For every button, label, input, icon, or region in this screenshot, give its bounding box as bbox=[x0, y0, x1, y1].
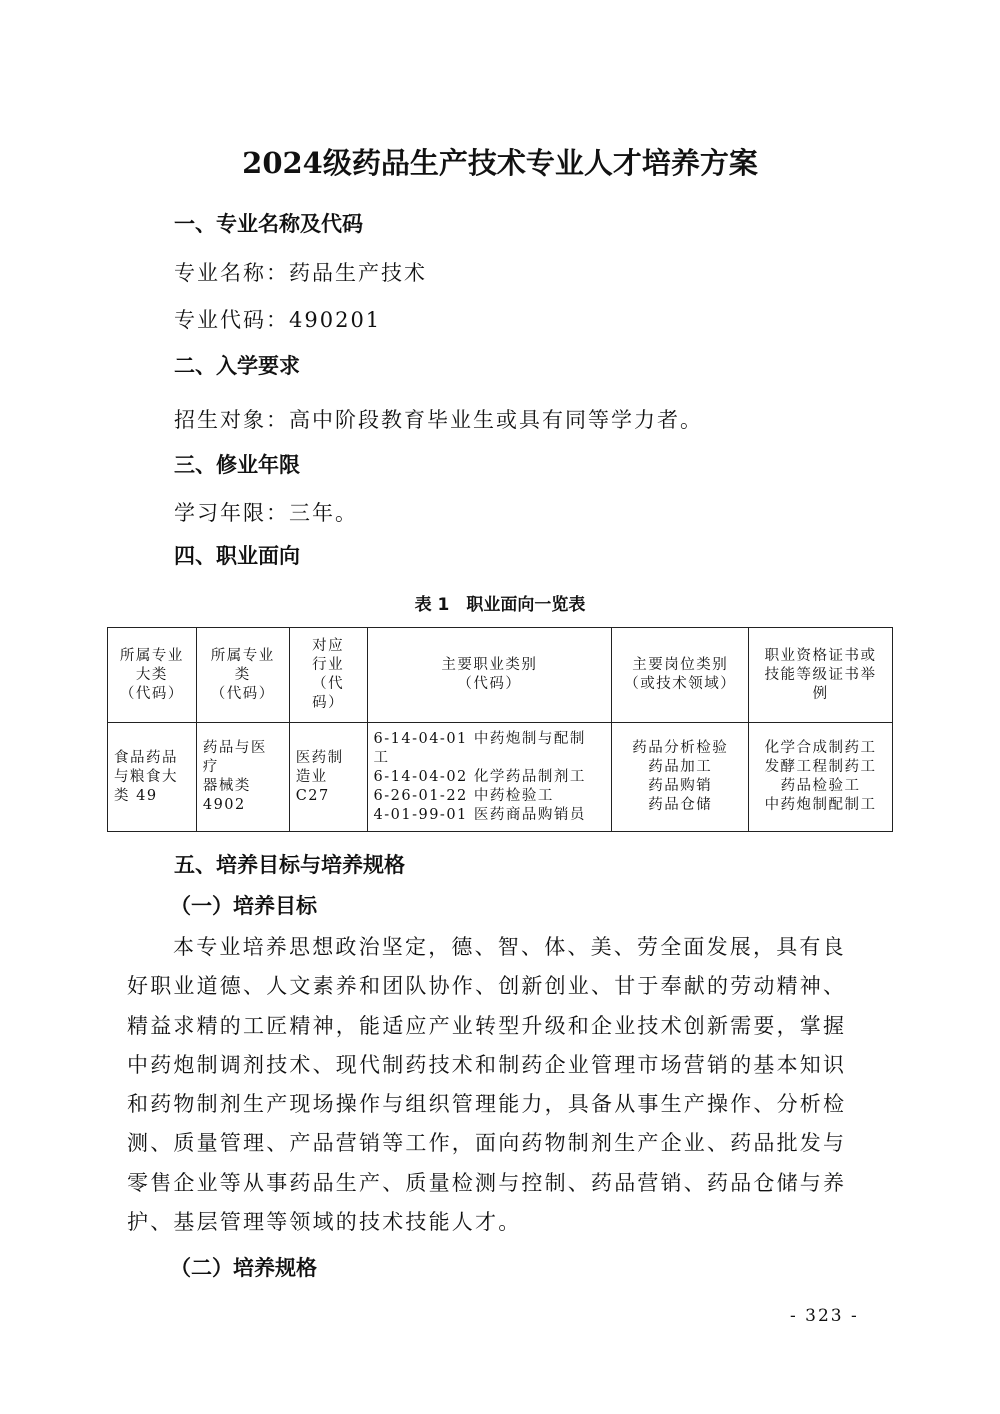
section-heading-admission: 二、入学要求 bbox=[174, 354, 300, 378]
paragraph-line: 中药炮制调剂技术、现代制药技术和制药企业管理市场营销的基本知识 bbox=[127, 1052, 847, 1077]
header-positions: 主要岗位类别 （或技术领域） bbox=[612, 628, 749, 723]
paragraph-line: 本专业培养思想政治坚定，德、智、体、美、劳全面发展，具有良 bbox=[173, 935, 846, 959]
paragraph-line: 护、基层管理等领域的技术技能人才。 bbox=[127, 1210, 522, 1235]
training-goals-paragraph bbox=[127, 928, 877, 1242]
paragraph-line: 零售企业等从事药品生产、质量检测与控制、药品营销、药品仓储与养 bbox=[127, 1170, 847, 1195]
table-header-row bbox=[108, 628, 893, 723]
paragraph-line: 和药物制剂生产现场操作与组织管理能力，具备从事生产操作、分析检 bbox=[127, 1092, 847, 1117]
cell-major-class: 药品与医 疗 器械类 4902 bbox=[196, 723, 289, 832]
paragraph-line: 精益求精的工匠精神，能适应产业转型升级和企业技术创新需要，掌握 bbox=[127, 1013, 847, 1038]
duration-line: 学习年限：三年。 bbox=[174, 501, 358, 525]
section-heading-duration: 三、修业年限 bbox=[174, 453, 300, 477]
cell-industry: 医药制 造业 C27 bbox=[289, 723, 367, 832]
cell-certificates: 化学合成制药工 发酵工程制药工 药品检验工 中药炮制配制工 bbox=[749, 723, 893, 832]
paragraph-line: 好职业道德、人文素养和团队协作、创新创业、甘于奉献的劳动精神、 bbox=[127, 974, 847, 999]
subheading-training-goals: （一）培养目标 bbox=[170, 894, 317, 918]
header-major-category: 所属专业 大类 （代码） bbox=[108, 628, 197, 723]
page-number: - 323 - bbox=[790, 1306, 859, 1326]
career-orientation-table bbox=[107, 627, 893, 832]
table-caption: 表 1 职业面向一览表 bbox=[414, 595, 586, 615]
section-heading-major-name-code: 一、专业名称及代码 bbox=[174, 212, 363, 236]
section-heading-career: 四、职业面向 bbox=[174, 544, 300, 568]
cell-positions: 药品分析检验 药品加工 药品购销 药品仓储 bbox=[612, 723, 749, 832]
paragraph-line: 测、质量管理、产品营销等工作，面向药物制剂生产企业、药品批发与 bbox=[127, 1131, 847, 1156]
header-industry: 对应 行业 （代 码） bbox=[289, 628, 367, 723]
admission-line: 招生对象：高中阶段教育毕业生或具有同等学力者。 bbox=[174, 408, 703, 432]
section-heading-training-goals-specs: 五、培养目标与培养规格 bbox=[174, 853, 405, 877]
table-row bbox=[108, 723, 893, 832]
cell-occupations: 6-14-04-01 中药炮制与配制 工 6-14-04-02 化学药品制剂工 6-26-01-22 中药检验工 4-01-99-01 医药商品购销员 bbox=[367, 723, 612, 832]
page-title: 2024级药品生产技术专业人才培养方案 bbox=[242, 146, 758, 180]
major-name-line: 专业名称：药品生产技术 bbox=[174, 261, 427, 285]
header-occupation: 主要职业类别 （代码） bbox=[367, 628, 612, 723]
subheading-training-specs: （二）培养规格 bbox=[170, 1256, 317, 1280]
major-code-line: 专业代码：490201 bbox=[174, 308, 382, 332]
header-certificates: 职业资格证书或 技能等级证书举 例 bbox=[749, 628, 893, 723]
header-major-class: 所属专业 类 （代码） bbox=[196, 628, 289, 723]
cell-major-category: 食品药品 与粮食大 类 49 bbox=[108, 723, 197, 832]
